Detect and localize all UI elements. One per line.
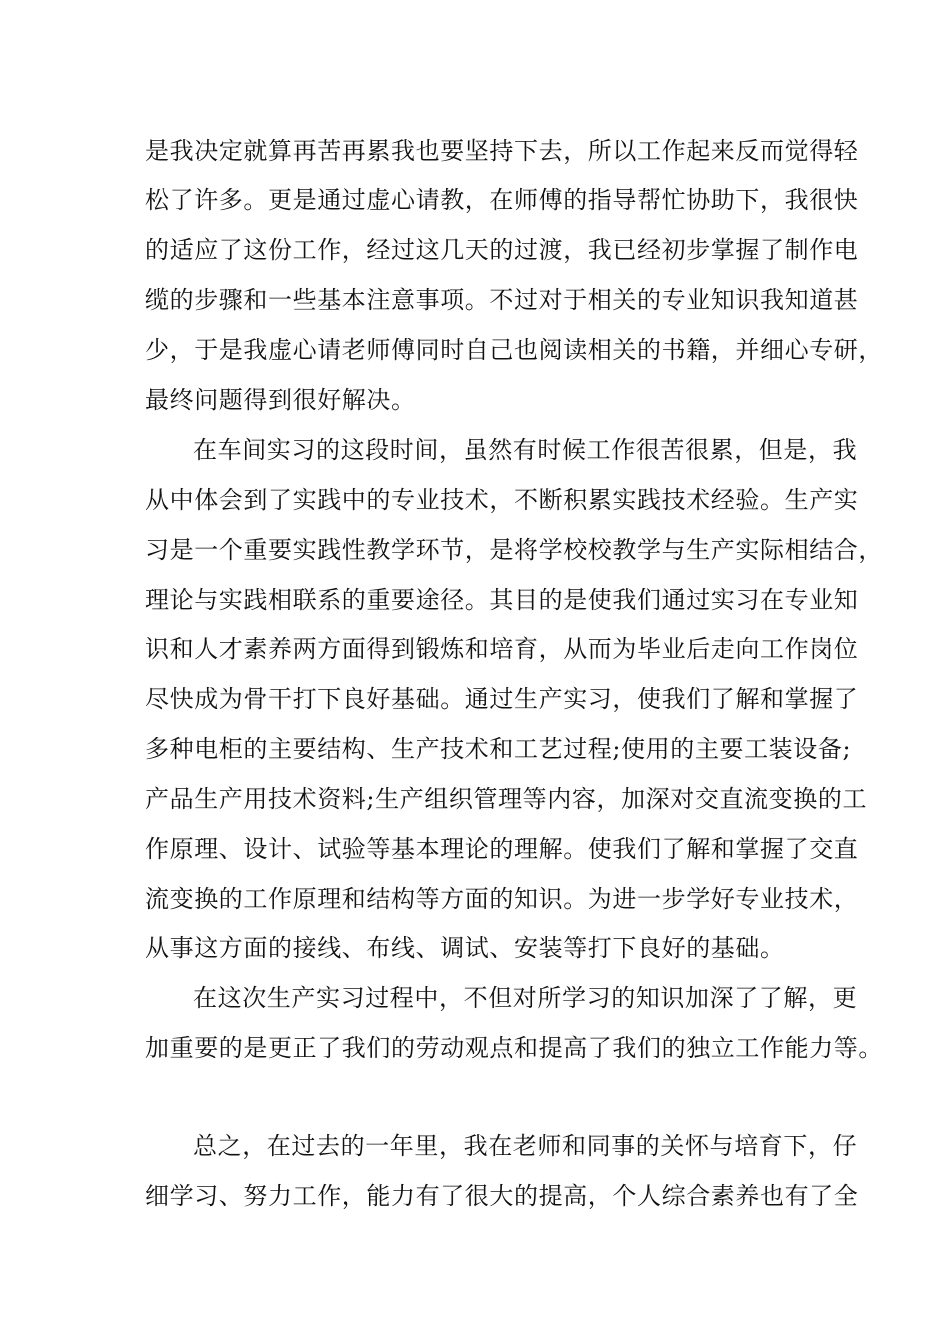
- paragraph-first-line: 在这次生产实习过程中，不但对所学习的知识加深了了解，更: [193, 984, 858, 1012]
- text-line: 识和人才素养两方面得到锻炼和培育，从而为毕业后走向工作岗位: [145, 635, 859, 663]
- text-line: 缆的步骤和一些基本注意事项。不过对于相关的专业知识我知道甚: [145, 286, 859, 314]
- text-line: 产品生产用技术资料;生产组织管理等内容，加深对交直流变换的工: [145, 785, 868, 813]
- text-line: 从事这方面的接线、布线、调试、安装等打下良好的基础。: [145, 934, 785, 962]
- text-line: 多种电柜的主要结构、生产技术和工艺过程;使用的主要工装设备;: [145, 735, 852, 763]
- paragraph-first-line: 在车间实习的这段时间，虽然有时候工作很苦很累，但是，我: [193, 436, 858, 464]
- text-line: 加重要的是更正了我们的劳动观点和提高了我们的独立工作能力等。: [145, 1034, 883, 1062]
- text-line: 流变换的工作原理和结构等方面的知识。为进一步学好专业技术，: [145, 885, 859, 913]
- text-line: 是我决定就算再苦再累我也要坚持下去，所以工作起来反而觉得轻: [145, 137, 859, 165]
- text-line: 最终问题得到很好解决。: [145, 386, 416, 414]
- text-line: 少，于是我虚心请老师傅同时自己也阅读相关的书籍，并细心专研，: [145, 336, 883, 364]
- text-line: 理论与实践相联系的重要途径。其目的是使我们通过实习在专业知: [145, 586, 859, 614]
- text-line: 尽快成为骨干打下良好基础。通过生产实习，使我们了解和掌握了: [145, 685, 859, 713]
- text-line: 从中体会到了实践中的专业技术，不断积累实践技术经验。生产实: [145, 486, 859, 514]
- text-line: 的适应了这份工作，经过这几天的过渡，我已经初步掌握了制作电: [145, 236, 859, 264]
- text-line: 习是一个重要实践性教学环节，是将学校校教学与生产实际相结合，: [145, 536, 883, 564]
- text-line: 松了许多。更是通过虚心请教，在师傅的指导帮忙协助下，我很快: [145, 186, 859, 214]
- paragraph-first-line: 总之，在过去的一年里，我在老师和同事的关怀与培育下，仔: [193, 1132, 858, 1160]
- text-line: 作原理、设计、试验等基本理论的理解。使我们了解和掌握了交直: [145, 835, 859, 863]
- text-line: 细学习、努力工作，能力有了很大的提高，个人综合素养也有了全: [145, 1182, 859, 1210]
